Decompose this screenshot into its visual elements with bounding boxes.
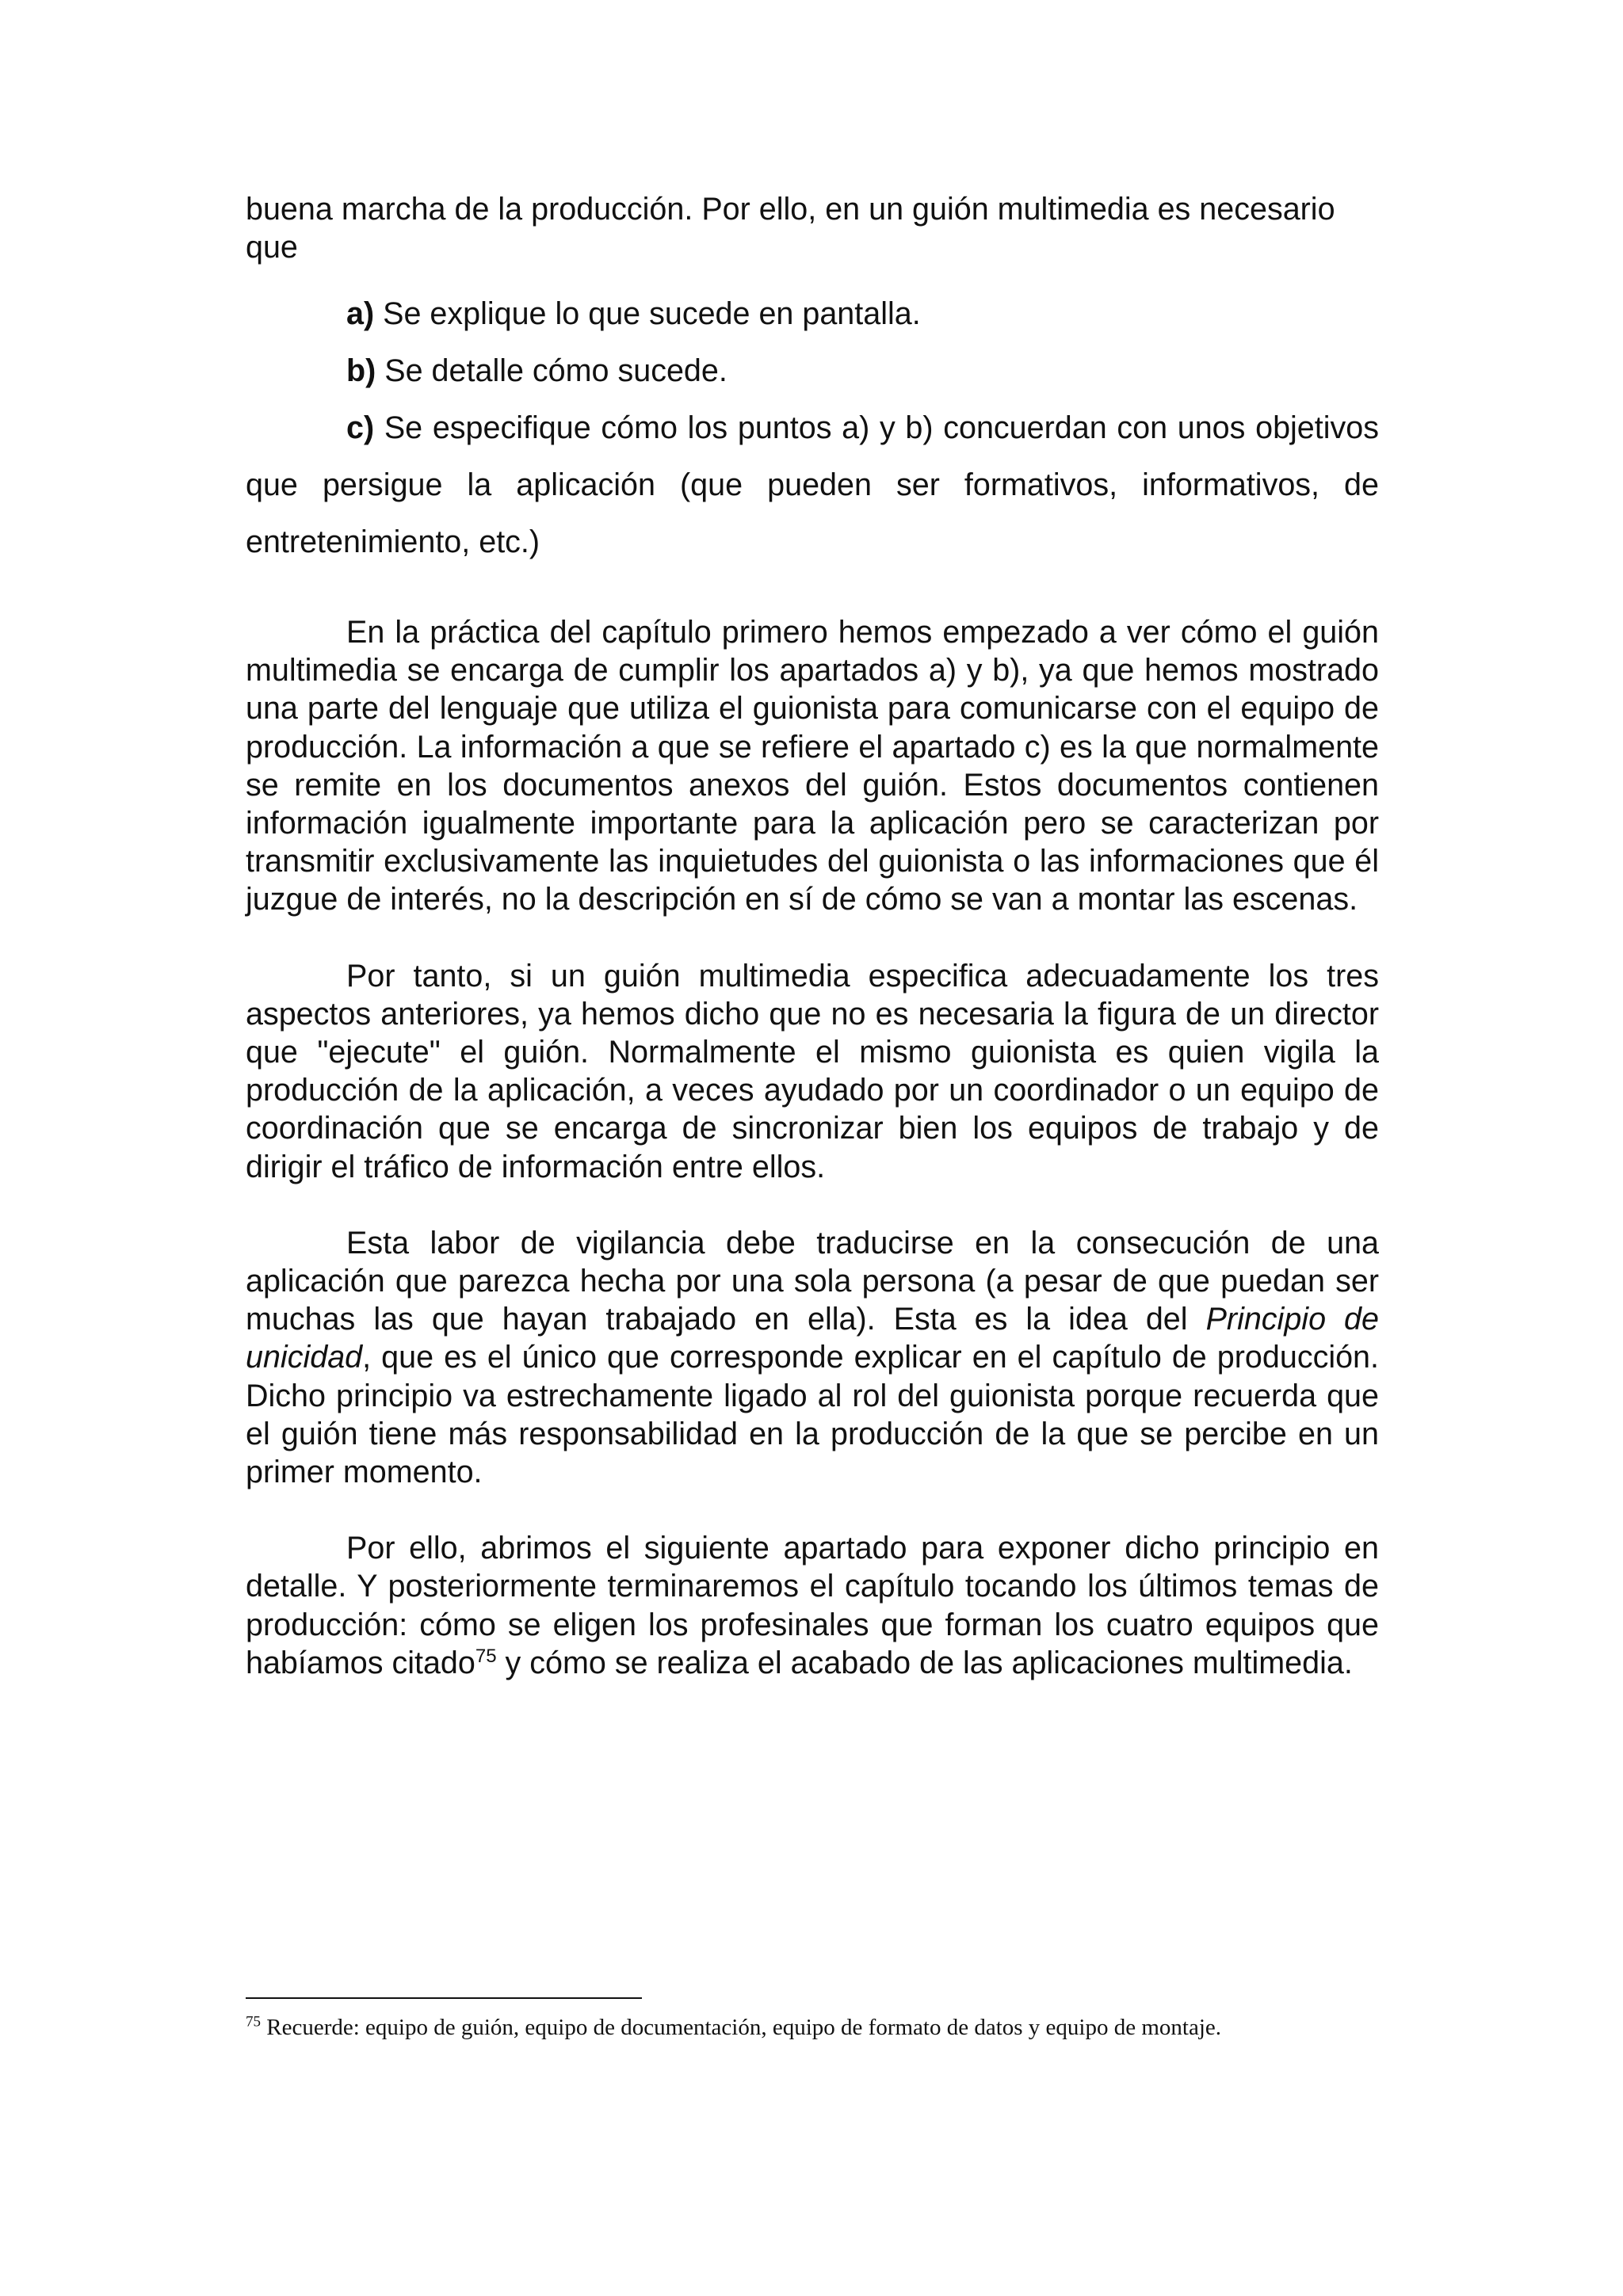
paragraph-practice: En la práctica del capítulo primero hemos empezado a ver cómo el guión multimedia se encarga de cumplir los apartados a) y b), ya que hemos mostrado una parte del lenguaje que utiliza el guionista para comunicarse con el equipo de producción. La información a que se refiere el apartado c) es la que normalmente se remite en los documentos anexos del guión. Estos documentos contienen información igualmente importante para la aplicación pero se caracterizan por transmitir exclusivamente las inquietudes del guionista o las informaciones que él juzgue de interés, no la descripción en sí de cómo se van a montar las escenas.	[246, 615, 1379, 917]
page-body	[246, 190, 1379, 1682]
paragraph-unicity	[246, 1224, 1379, 1491]
paragraph-director: Por tanto, si un guión multimedia especifica adecuadamente los tres aspectos anteriores, ya hemos dicho que no es necesaria la figura de un director que "ejecute" el guión. Normalmente el mismo guionista es quien vigila la producción de la aplicación, a veces ayudado por un coordinador o un equipo de coordinación que se encarga de sincronizar bien los equipos de trabajo y de dirigir el tráfico de información entre ellos.	[246, 958, 1379, 1184]
footnote-text: Recuerde: equipo de guión, equipo de documentación, equipo de formato de datos y equipo de montaje.	[261, 2015, 1222, 2040]
footnote-number: 75	[246, 2013, 261, 2031]
next-section-text-end: y cómo se realiza el acabado de las aplicaciones multimedia.	[496, 1645, 1353, 1680]
paragraph-next-section	[246, 1529, 1379, 1682]
list-text-b: Se detalle cómo sucede.	[376, 353, 727, 388]
list-item-b	[246, 352, 1379, 390]
footnote-reference[interactable]: 75	[475, 1645, 497, 1667]
list-item-c	[246, 399, 1379, 570]
list-text-c: Se especifique cómo los puntos a) y b) concuerdan con unos objetivos que persigue la aplicación (que pueden ser formativos, informativos, de entretenimiento, etc.)	[246, 410, 1379, 559]
intro-paragraph: buena marcha de la producción. Por ello, en un guión multimedia es necesario que	[246, 192, 1335, 265]
list-text-a: Se explique lo que sucede en pantalla.	[374, 296, 921, 331]
list-letter-b: b)	[346, 353, 376, 388]
list-letter-c: c)	[346, 410, 375, 445]
footnote	[246, 2012, 1379, 2042]
next-section-text-start: Por ello, abrimos el siguiente apartado para exponer dicho principio en detalle. Y posteriormente terminaremos el capítulo tocando los últimos temas de producción: cómo se eligen los profesinales que forman los cuatro equipos que habíamos citado	[246, 1531, 1379, 1680]
principle-term: Principio de unicidad	[246, 1302, 1379, 1375]
list-letter-a: a)	[346, 296, 375, 331]
list-item-a	[246, 295, 1379, 333]
unicity-text-start: Esta labor de vigilancia debe traducirse en la consecución de una aplicación que parezca hecha por una sola persona (a pesar de que puedan ser muchas las que hayan trabajado en ella). Esta es la idea del	[246, 1225, 1379, 1337]
unicity-text-end: , que es el único que corresponde explicar en el capítulo de producción. Dicho principio va estrechamente ligado al rol del guionista porque recuerda que el guión tiene más responsabilidad en la producción de la que se percibe en un primer momento.	[246, 1340, 1379, 1490]
requirements-list	[246, 295, 1379, 570]
footnote-divider	[246, 1997, 642, 1999]
